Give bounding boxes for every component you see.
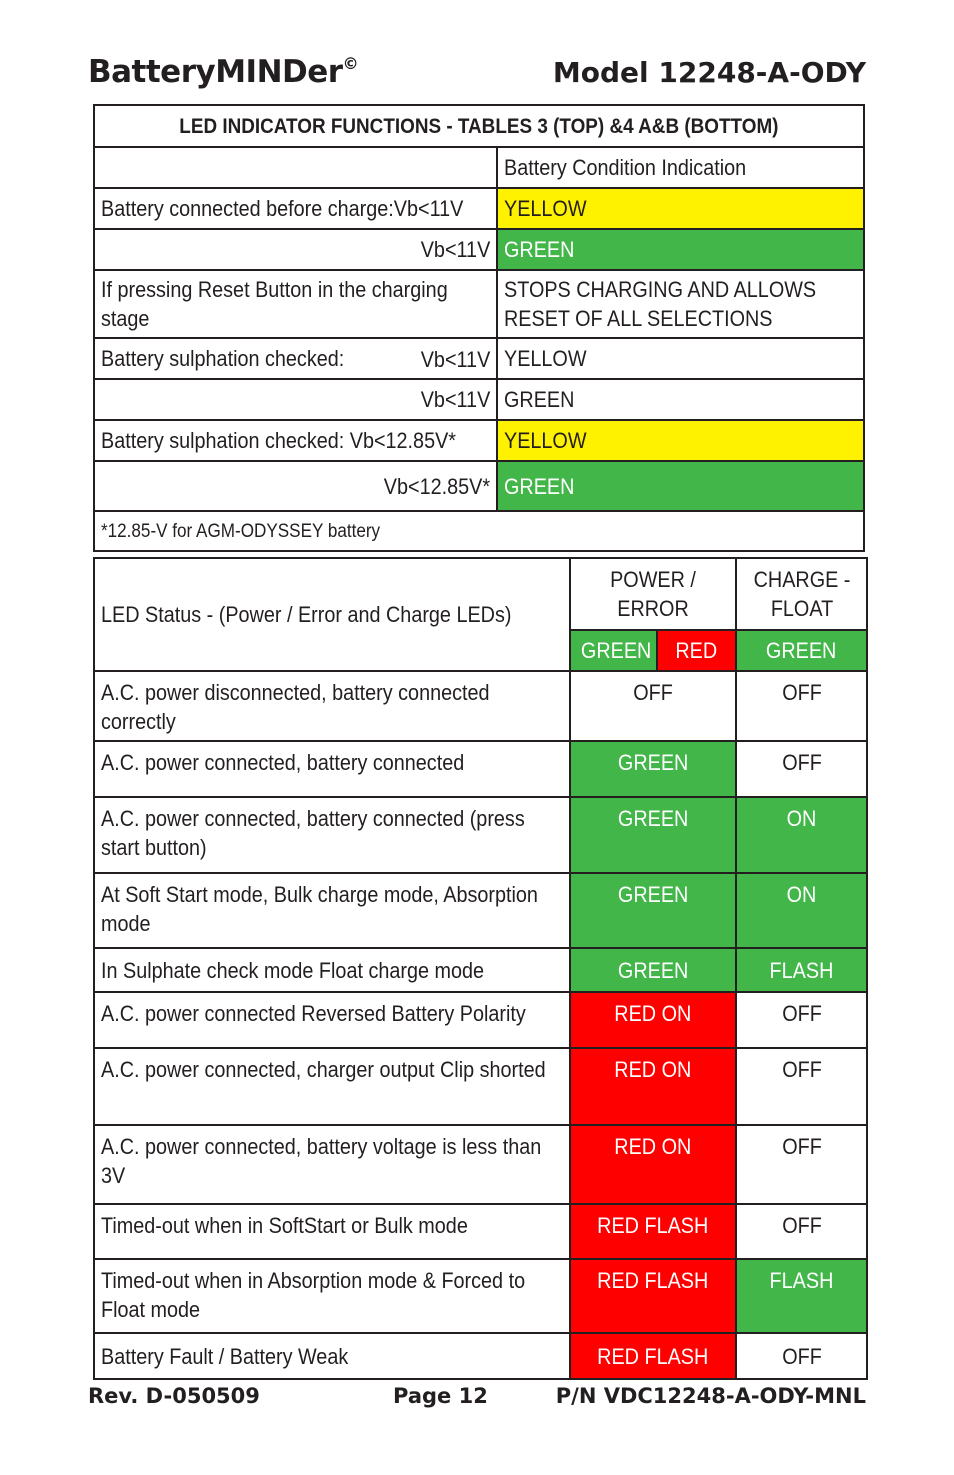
indication-cell: GREEN — [497, 229, 864, 270]
table-row — [94, 992, 867, 1048]
power-status: OFF — [570, 671, 736, 741]
table-row — [94, 948, 867, 992]
table-row — [94, 420, 864, 461]
row-label: In Sulphate check mode Float charge mode — [94, 948, 570, 992]
table3-header-row — [94, 147, 864, 188]
table-row — [94, 338, 864, 379]
row-label-left: Battery sulphation checked: — [101, 346, 345, 371]
row-label: Battery sulphation checked: Vb<12.85V* — [94, 420, 497, 461]
power-status: GREEN — [570, 873, 736, 948]
table-row — [94, 379, 864, 420]
table3-empty-header — [94, 147, 497, 188]
power-error-header: POWER / ERROR — [570, 558, 736, 630]
charge-float-header: CHARGE - FLOAT — [736, 558, 867, 630]
power-status: RED ON — [570, 1125, 736, 1204]
led-indicator-table-3 — [93, 104, 865, 552]
power-status: RED ON — [570, 992, 736, 1048]
brand-name: BatteryMINDer — [88, 54, 343, 90]
row-label: At Soft Start mode, Bulk charge mode, Absorption mode — [94, 873, 570, 948]
table-row — [94, 1125, 867, 1204]
part-number: P/N VDC12248-A-ODY-MNL — [555, 1384, 866, 1408]
row-label: Vb<11V — [94, 229, 497, 270]
row-label: A.C. power connected, charger output Clip shorted — [94, 1048, 570, 1125]
red-led-subheader: RED — [657, 630, 736, 671]
table-row — [94, 1259, 867, 1333]
row-label: If pressing Reset Button in the charging stage — [94, 270, 497, 338]
charge-status: ON — [736, 797, 867, 873]
table-row — [94, 671, 867, 741]
page-number: Page 12 — [393, 1384, 488, 1408]
power-status: GREEN — [570, 948, 736, 992]
led-status-table-4 — [93, 557, 868, 1380]
row-label: Battery Fault / Battery Weak — [94, 1333, 570, 1379]
power-status: RED ON — [570, 1048, 736, 1125]
power-status: RED FLASH — [570, 1204, 736, 1259]
power-status: GREEN — [570, 741, 736, 797]
indication-cell: GREEN — [497, 461, 864, 511]
charge-green-subheader: GREEN — [736, 630, 867, 671]
table3-footnote: *12.85-V for AGM-ODYSSEY battery — [94, 511, 864, 551]
power-status: RED FLASH — [570, 1259, 736, 1333]
indication-cell: GREEN — [497, 379, 864, 420]
indication-cell: YELLOW — [497, 338, 864, 379]
table-row — [94, 188, 864, 229]
charge-status: OFF — [736, 741, 867, 797]
row-label: A.C. power connected, battery connected (press start button) — [94, 797, 570, 873]
charge-status: FLASH — [736, 948, 867, 992]
charge-status: OFF — [736, 992, 867, 1048]
row-label: Battery connected before charge:Vb<11V — [94, 188, 497, 229]
model-number: Model 12248-A-ODY — [552, 56, 866, 89]
table-row — [94, 797, 867, 873]
table3-title-row — [94, 105, 864, 147]
row-label: Vb<12.85V* — [94, 461, 497, 511]
charge-status: OFF — [736, 1333, 867, 1379]
table-row — [94, 1333, 867, 1379]
table-row — [94, 461, 864, 511]
table-row — [94, 1048, 867, 1125]
charge-status: OFF — [736, 1048, 867, 1125]
charge-status: OFF — [736, 1204, 867, 1259]
indication-cell: YELLOW — [497, 420, 864, 461]
table-row — [94, 229, 864, 270]
copyright-mark: © — [342, 53, 359, 73]
table4-header-row — [94, 558, 867, 630]
table3-title: LED INDICATOR FUNCTIONS - TABLES 3 (TOP) &4 A&B (BOTTOM) — [94, 105, 864, 147]
row-label: Timed-out when in Absorption mode & Forced to Float mode — [94, 1259, 570, 1333]
charge-status: OFF — [736, 1125, 867, 1204]
row-label-right: Vb<11V — [420, 346, 490, 372]
table4-header-label: LED Status - (Power / Error and Charge LEDs) — [94, 558, 570, 671]
row-label: A.C. power connected, battery voltage is less than 3V — [94, 1125, 570, 1204]
table-row — [94, 741, 867, 797]
table-row — [94, 1204, 867, 1259]
table-row — [94, 873, 867, 948]
row-label: A.C. power connected Reversed Battery Polarity — [94, 992, 570, 1048]
charge-status: OFF — [736, 671, 867, 741]
green-led-subheader: GREEN — [570, 630, 657, 671]
row-label: A.C. power connected, battery connected — [94, 741, 570, 797]
charge-status: ON — [736, 873, 867, 948]
table3-col-header: Battery Condition Indication — [497, 147, 864, 188]
charge-status: FLASH — [736, 1259, 867, 1333]
row-label — [94, 338, 497, 379]
power-status: RED FLASH — [570, 1333, 736, 1379]
row-label: Timed-out when in SoftStart or Bulk mode — [94, 1204, 570, 1259]
revision-number: Rev. D-050509 — [88, 1384, 260, 1408]
indication-cell: YELLOW — [497, 188, 864, 229]
brand-logo — [88, 54, 358, 90]
table-row — [94, 270, 864, 338]
row-label: A.C. power disconnected, battery connected correctly — [94, 671, 570, 741]
power-status: GREEN — [570, 797, 736, 873]
row-label: Vb<11V — [94, 379, 497, 420]
indication-cell: STOPS CHARGING AND ALLOWS RESET OF ALL SELECTIONS — [497, 270, 864, 338]
table3-footnote-row — [94, 511, 864, 551]
